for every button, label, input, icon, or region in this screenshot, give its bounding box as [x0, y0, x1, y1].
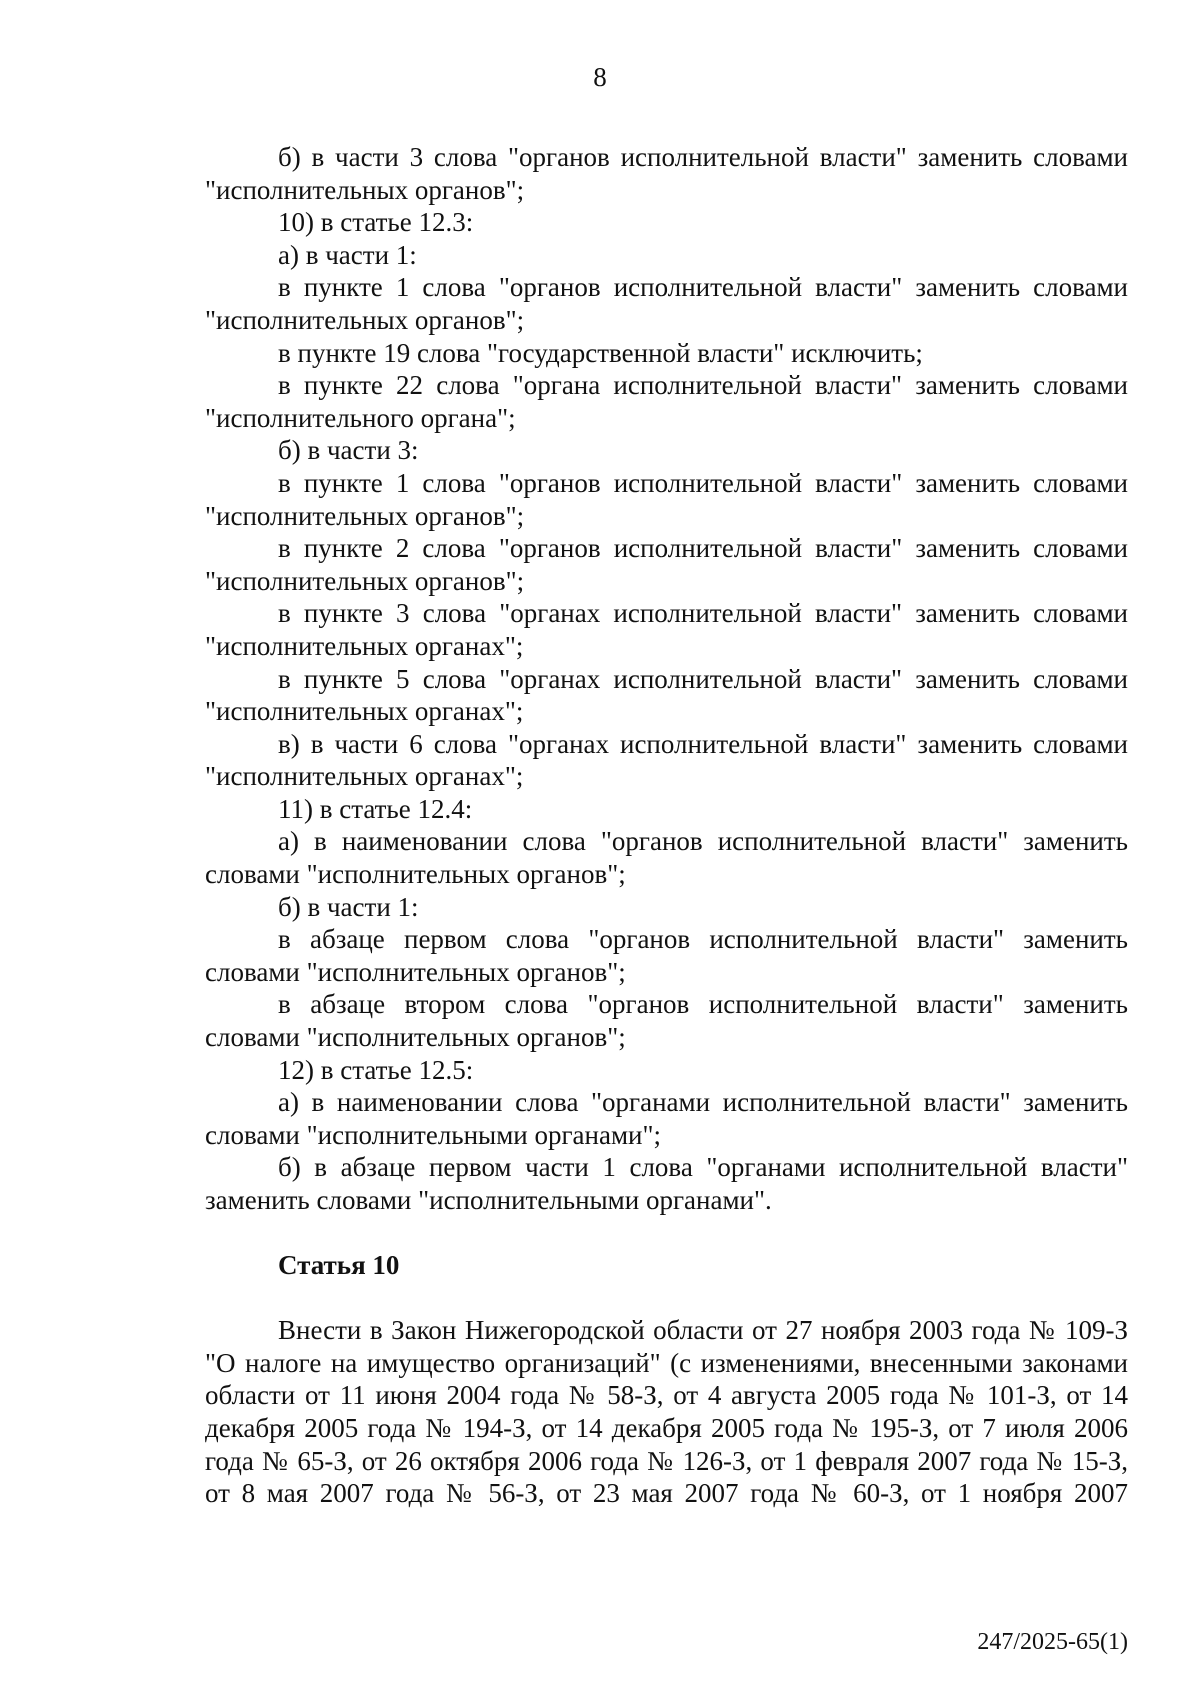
paragraph: в) в части 6 слова "органах исполнительной власти" заменить словами "исполнительных органах"; — [205, 728, 1128, 792]
paragraph: б) в части 1: — [278, 891, 419, 922]
paragraph: 12) в статье 12.5: — [278, 1054, 474, 1085]
paragraph: в абзаце первом слова "органов исполнительной власти" заменить словами "исполнительных органов"; — [205, 924, 1128, 987]
paragraph: в пункте 1 слова "органов исполнительной власти" заменить словами "исполнительных органов"; — [205, 272, 1128, 335]
article-body: Внести в Закон Нижегородской области от 27 ноября 2003 года № 109-З "О налоге на имущество организаций" (с изменениями, внесенными законами области от 11 июня 2004 года № 58-З, от 4 августа 2005 года № 101-З, от 14 декабря 2005 года № 194-З, от 14 декабря 2005 года № 195-З, от 7 июля 2006 года № 65-З, от 26 октября 2006 года № 126-З, от 1 февраля 2007 года № 15-З, от 8 мая 2007 года № 56-З, от 23 мая 2007 года № 60-З, от 1 ноября 2007 — [205, 1315, 1128, 1509]
paragraph: б) в части 3 слова "органов исполнительной власти" заменить словами "исполнительных органов"; — [205, 142, 1128, 205]
paragraph: а) в части 1: — [278, 239, 417, 270]
paragraph: в пункте 3 слова "органах исполнительной власти" заменить словами "исполнительных органах"; — [205, 598, 1128, 661]
article-heading: Статья 10 — [278, 1249, 400, 1280]
paragraph: в пункте 1 слова "органов исполнительной власти" заменить словами "исполнительных органов"; — [205, 467, 1128, 531]
paragraph: в абзаце втором слова "органов исполнительной власти" заменить словами "исполнительных органов"; — [205, 989, 1128, 1053]
document-code: 247/2025-65(1) — [977, 1629, 1128, 1655]
paragraph: а) в наименовании слова "органами исполнительной власти" заменить словами "исполнительными органами"; — [205, 1087, 1128, 1150]
page-number: 8 — [593, 62, 607, 92]
paragraph: в пункте 2 слова "органов исполнительной власти" заменить словами "исполнительных органов"; — [205, 533, 1128, 596]
document-body — [205, 141, 1128, 1510]
paragraph: б) в абзаце первом части 1 слова "органами исполнительной власти" заменить словами "исполнительными органами". — [205, 1152, 1128, 1215]
paragraph: б) в части 3: — [278, 435, 419, 466]
paragraph: в пункте 5 слова "органах исполнительной власти" заменить словами "исполнительных органах"; — [205, 663, 1128, 727]
paragraph: 11) в статье 12.4: — [278, 793, 473, 824]
paragraph: в пункте 22 слова "органа исполнительной власти" заменить словами "исполнительного органа"; — [205, 370, 1128, 433]
paragraph: 10) в статье 12.3: — [278, 207, 474, 238]
paragraph: а) в наименовании слова "органов исполнительной власти" заменить словами "исполнительных органов"; — [205, 826, 1128, 890]
paragraph: в пункте 19 слова "государственной власти" исключить; — [278, 337, 923, 368]
